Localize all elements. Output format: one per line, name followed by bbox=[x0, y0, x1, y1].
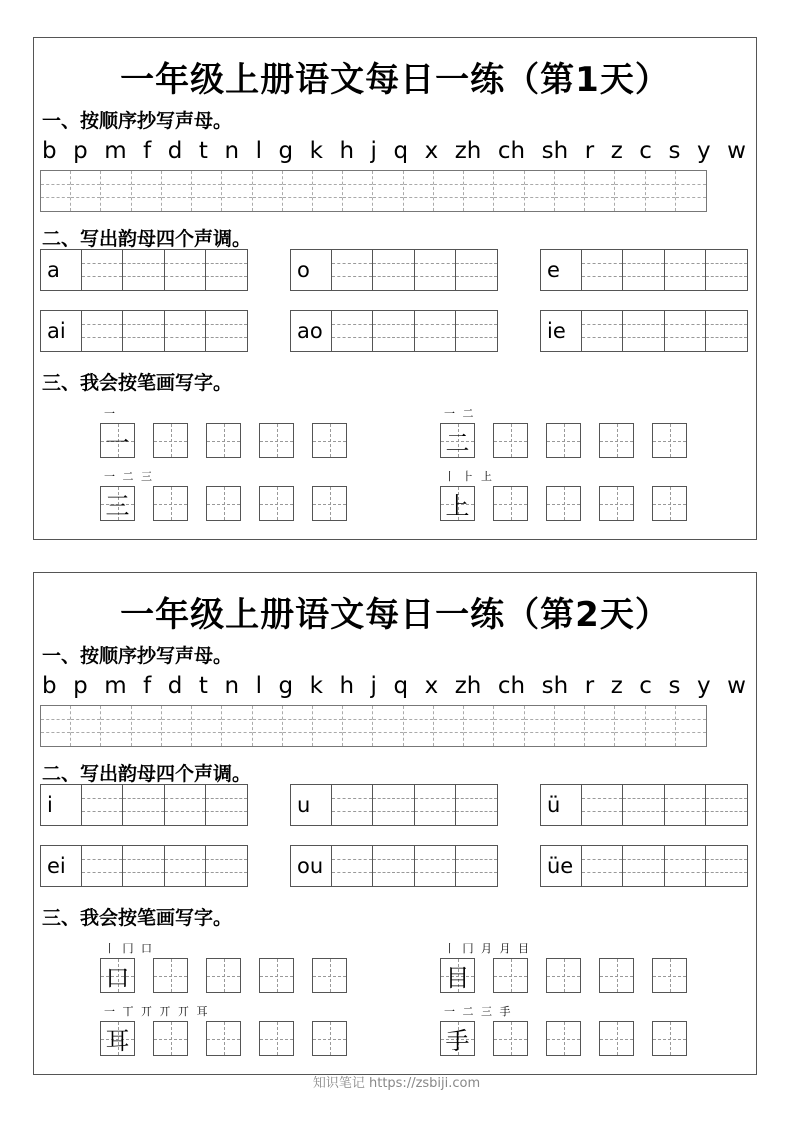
tone-cell[interactable] bbox=[206, 846, 247, 886]
consonant-letter: x bbox=[424, 138, 439, 164]
practice-cell[interactable] bbox=[546, 423, 581, 458]
final-label: ü bbox=[541, 785, 582, 825]
final-label: ei bbox=[41, 846, 82, 886]
copy-cell[interactable] bbox=[555, 171, 585, 211]
copy-cell[interactable] bbox=[222, 171, 252, 211]
copy-cell[interactable] bbox=[464, 706, 494, 746]
copy-cell[interactable] bbox=[343, 706, 373, 746]
consonant-letter: h bbox=[339, 673, 355, 699]
tone-cell[interactable] bbox=[623, 785, 664, 825]
practice-cell[interactable] bbox=[312, 1021, 347, 1056]
copy-cell[interactable] bbox=[404, 171, 434, 211]
consonant-letter: w bbox=[727, 673, 746, 699]
copy-cell[interactable] bbox=[71, 706, 101, 746]
tone-cell[interactable] bbox=[165, 250, 206, 290]
practice-cell[interactable] bbox=[493, 486, 528, 521]
consonant-letter: zh bbox=[454, 138, 482, 164]
section-copy-consonants: 一、按顺序抄写声母。 bbox=[42, 110, 233, 132]
consonant-letter: z bbox=[610, 673, 623, 699]
tone-cell[interactable] bbox=[456, 785, 497, 825]
copy-cell[interactable] bbox=[585, 171, 615, 211]
copy-cell[interactable] bbox=[615, 171, 645, 211]
tone-box bbox=[540, 310, 748, 352]
practice-cell[interactable] bbox=[546, 1021, 581, 1056]
tone-box bbox=[540, 845, 748, 887]
page-title: 一年级上册语文每日一练（第2天） bbox=[120, 595, 670, 635]
copy-cell[interactable] bbox=[434, 706, 464, 746]
tone-cell[interactable] bbox=[82, 846, 123, 886]
tone-box bbox=[290, 310, 498, 352]
tone-cell[interactable] bbox=[456, 846, 497, 886]
consonant-letter: n bbox=[224, 673, 240, 699]
practice-cell[interactable] bbox=[259, 1021, 294, 1056]
tone-cell[interactable] bbox=[373, 846, 414, 886]
stroke-order: 丨 冂 月 月 目 bbox=[444, 942, 531, 955]
tone-cell[interactable] bbox=[332, 846, 373, 886]
copy-grid[interactable] bbox=[40, 705, 707, 747]
consonant-letter: g bbox=[278, 138, 294, 164]
char-row bbox=[100, 1021, 347, 1056]
consonant-letter: sh bbox=[541, 138, 569, 164]
tone-cell[interactable] bbox=[706, 785, 747, 825]
practice-cell[interactable] bbox=[206, 958, 241, 993]
tone-box bbox=[40, 249, 248, 291]
consonant-list bbox=[42, 138, 746, 168]
copy-cell[interactable] bbox=[132, 171, 162, 211]
stroke-order: 丨 冂 口 bbox=[104, 942, 154, 955]
day2-panel bbox=[33, 572, 757, 1075]
model-char bbox=[100, 423, 135, 458]
consonant-letter: j bbox=[370, 673, 377, 699]
char-glyph: 一 bbox=[105, 429, 130, 457]
consonant-letter: p bbox=[73, 673, 88, 699]
stroke-order: 一 二 三 bbox=[104, 470, 154, 483]
consonant-letter: m bbox=[104, 673, 127, 699]
tone-cell[interactable] bbox=[165, 785, 206, 825]
tone-box bbox=[40, 784, 248, 826]
copy-cell[interactable] bbox=[162, 171, 192, 211]
stroke-order: 丨 ⺊ 上 bbox=[444, 470, 494, 483]
copy-cell[interactable] bbox=[192, 706, 222, 746]
consonant-letter: y bbox=[696, 138, 711, 164]
tone-box bbox=[540, 784, 748, 826]
section-copy-consonants: 一、按顺序抄写声母。 bbox=[42, 645, 233, 667]
tone-cell[interactable] bbox=[582, 846, 623, 886]
practice-cell[interactable] bbox=[652, 1021, 687, 1056]
final-label: ao bbox=[291, 311, 332, 351]
copy-cell[interactable] bbox=[464, 171, 494, 211]
practice-cell[interactable] bbox=[599, 423, 634, 458]
tone-cell[interactable] bbox=[582, 250, 623, 290]
copy-grid[interactable] bbox=[40, 170, 707, 212]
tone-cell[interactable] bbox=[415, 846, 456, 886]
footer-watermark: 知识笔记 https://zsbiji.com bbox=[312, 1076, 481, 1091]
final-label: a bbox=[41, 250, 82, 290]
final-label: o bbox=[291, 250, 332, 290]
char-row bbox=[100, 486, 347, 521]
tone-cell[interactable] bbox=[332, 785, 373, 825]
consonant-letter: d bbox=[167, 138, 183, 164]
copy-cell[interactable] bbox=[525, 706, 555, 746]
consonant-letter: d bbox=[167, 673, 183, 699]
copy-cell[interactable] bbox=[373, 171, 403, 211]
practice-cell[interactable] bbox=[652, 423, 687, 458]
copy-cell[interactable] bbox=[132, 706, 162, 746]
copy-cell[interactable] bbox=[162, 706, 192, 746]
char-row bbox=[100, 423, 347, 458]
practice-cell[interactable] bbox=[599, 958, 634, 993]
tone-cell[interactable] bbox=[623, 846, 664, 886]
section-tones: 二、写出韵母四个声调。 bbox=[42, 228, 252, 250]
practice-cell[interactable] bbox=[652, 958, 687, 993]
practice-cell[interactable] bbox=[259, 486, 294, 521]
practice-cell[interactable] bbox=[599, 486, 634, 521]
char-row bbox=[100, 958, 347, 993]
char-glyph: 耳 bbox=[105, 1027, 130, 1055]
section-strokes: 三、我会按笔画写字。 bbox=[42, 907, 233, 929]
tone-cell[interactable] bbox=[706, 846, 747, 886]
tone-cell[interactable] bbox=[123, 846, 164, 886]
model-char bbox=[100, 958, 135, 993]
consonant-letter: l bbox=[255, 673, 262, 699]
consonant-letter: f bbox=[143, 138, 152, 164]
practice-cell[interactable] bbox=[206, 423, 241, 458]
consonant-letter: ch bbox=[497, 138, 526, 164]
practice-cell[interactable] bbox=[153, 423, 188, 458]
practice-cell[interactable] bbox=[312, 958, 347, 993]
tone-box bbox=[40, 310, 248, 352]
copy-cell[interactable] bbox=[313, 706, 343, 746]
tone-cell[interactable] bbox=[373, 250, 414, 290]
copy-cell[interactable] bbox=[676, 706, 706, 746]
copy-cell[interactable] bbox=[343, 171, 373, 211]
copy-cell[interactable] bbox=[41, 706, 71, 746]
model-char bbox=[440, 423, 475, 458]
model-char bbox=[100, 486, 135, 521]
tone-box bbox=[290, 249, 498, 291]
practice-cell[interactable] bbox=[546, 958, 581, 993]
consonant-letter: w bbox=[727, 138, 746, 164]
char-glyph: 手 bbox=[445, 1027, 470, 1055]
model-char bbox=[440, 1021, 475, 1056]
tone-cell[interactable] bbox=[665, 311, 706, 351]
copy-cell[interactable] bbox=[283, 171, 313, 211]
consonant-letter: s bbox=[668, 138, 681, 164]
tone-box bbox=[540, 249, 748, 291]
consonant-letter: r bbox=[584, 138, 595, 164]
consonant-letter: ch bbox=[497, 673, 526, 699]
consonant-letter: t bbox=[198, 673, 208, 699]
practice-cell[interactable] bbox=[153, 958, 188, 993]
copy-cell[interactable] bbox=[101, 706, 131, 746]
stroke-order: 一 二 bbox=[444, 407, 476, 420]
model-char bbox=[100, 1021, 135, 1056]
tone-cell[interactable] bbox=[582, 785, 623, 825]
consonant-letter: b bbox=[42, 673, 57, 699]
char-row bbox=[440, 486, 687, 521]
tone-cell[interactable] bbox=[206, 311, 247, 351]
practice-cell[interactable] bbox=[546, 486, 581, 521]
practice-cell[interactable] bbox=[153, 1021, 188, 1056]
tone-cell[interactable] bbox=[123, 250, 164, 290]
tone-cell[interactable] bbox=[582, 311, 623, 351]
consonant-letter: p bbox=[73, 138, 88, 164]
consonant-list bbox=[42, 673, 746, 703]
consonant-letter: m bbox=[104, 138, 127, 164]
stroke-order: 一 bbox=[104, 407, 117, 420]
copy-cell[interactable] bbox=[555, 706, 585, 746]
copy-cell[interactable] bbox=[646, 706, 676, 746]
consonant-letter: r bbox=[584, 673, 595, 699]
char-glyph: 上 bbox=[445, 492, 470, 520]
char-row bbox=[440, 1021, 687, 1056]
tone-box bbox=[40, 845, 248, 887]
copy-cell[interactable] bbox=[313, 171, 343, 211]
tone-cell[interactable] bbox=[206, 785, 247, 825]
tone-cell[interactable] bbox=[165, 311, 206, 351]
practice-cell[interactable] bbox=[206, 486, 241, 521]
practice-cell[interactable] bbox=[312, 486, 347, 521]
consonant-letter: sh bbox=[541, 673, 569, 699]
stroke-order: 一 二 三 手 bbox=[444, 1005, 513, 1018]
tone-cell[interactable] bbox=[415, 311, 456, 351]
copy-cell[interactable] bbox=[494, 706, 524, 746]
practice-cell[interactable] bbox=[259, 958, 294, 993]
tone-cell[interactable] bbox=[415, 785, 456, 825]
consonant-letter: f bbox=[143, 673, 152, 699]
tone-cell[interactable] bbox=[415, 250, 456, 290]
copy-cell[interactable] bbox=[434, 171, 464, 211]
practice-cell[interactable] bbox=[493, 958, 528, 993]
tone-cell[interactable] bbox=[373, 785, 414, 825]
practice-cell[interactable] bbox=[599, 1021, 634, 1056]
copy-cell[interactable] bbox=[41, 171, 71, 211]
tone-box bbox=[290, 845, 498, 887]
tone-cell[interactable] bbox=[706, 250, 747, 290]
tone-cell[interactable] bbox=[456, 311, 497, 351]
practice-cell[interactable] bbox=[312, 423, 347, 458]
tone-cell[interactable] bbox=[82, 785, 123, 825]
consonant-letter: s bbox=[668, 673, 681, 699]
stroke-order: 一 丅 丌 丌 丌 耳 bbox=[104, 1005, 210, 1018]
tone-cell[interactable] bbox=[82, 311, 123, 351]
tone-cell[interactable] bbox=[332, 311, 373, 351]
practice-cell[interactable] bbox=[259, 423, 294, 458]
char-glyph: 二 bbox=[445, 429, 470, 457]
model-char bbox=[440, 486, 475, 521]
copy-cell[interactable] bbox=[283, 706, 313, 746]
tone-cell[interactable] bbox=[332, 250, 373, 290]
tone-cell[interactable] bbox=[373, 311, 414, 351]
char-row bbox=[440, 958, 687, 993]
practice-cell[interactable] bbox=[153, 486, 188, 521]
copy-cell[interactable] bbox=[525, 171, 555, 211]
consonant-letter: h bbox=[339, 138, 355, 164]
copy-cell[interactable] bbox=[615, 706, 645, 746]
final-label: ou bbox=[291, 846, 332, 886]
tone-cell[interactable] bbox=[123, 785, 164, 825]
copy-cell[interactable] bbox=[585, 706, 615, 746]
final-label: ai bbox=[41, 311, 82, 351]
tone-cell[interactable] bbox=[123, 311, 164, 351]
practice-cell[interactable] bbox=[206, 1021, 241, 1056]
copy-cell[interactable] bbox=[71, 171, 101, 211]
practice-cell[interactable] bbox=[493, 423, 528, 458]
consonant-letter: c bbox=[639, 138, 652, 164]
final-label: e bbox=[541, 250, 582, 290]
char-glyph: 三 bbox=[105, 492, 130, 520]
copy-cell[interactable] bbox=[253, 171, 283, 211]
consonant-letter: g bbox=[278, 673, 294, 699]
final-label: ie bbox=[541, 311, 582, 351]
final-label: u bbox=[291, 785, 332, 825]
consonant-letter: k bbox=[309, 138, 323, 164]
consonant-letter: q bbox=[393, 138, 409, 164]
copy-cell[interactable] bbox=[494, 171, 524, 211]
consonant-letter: t bbox=[198, 138, 208, 164]
copy-cell[interactable] bbox=[101, 171, 131, 211]
copy-cell[interactable] bbox=[676, 171, 706, 211]
section-strokes: 三、我会按笔画写字。 bbox=[42, 372, 233, 394]
tone-box bbox=[290, 784, 498, 826]
copy-cell[interactable] bbox=[646, 171, 676, 211]
section-tones: 二、写出韵母四个声调。 bbox=[42, 763, 252, 785]
consonant-letter: l bbox=[255, 138, 262, 164]
copy-cell[interactable] bbox=[222, 706, 252, 746]
practice-cell[interactable] bbox=[652, 486, 687, 521]
consonant-letter: c bbox=[639, 673, 652, 699]
tone-cell[interactable] bbox=[456, 250, 497, 290]
tone-cell[interactable] bbox=[665, 785, 706, 825]
copy-cell[interactable] bbox=[253, 706, 283, 746]
consonant-letter: z bbox=[610, 138, 623, 164]
final-label: i bbox=[41, 785, 82, 825]
copy-cell[interactable] bbox=[192, 171, 222, 211]
char-glyph: 口 bbox=[105, 964, 130, 992]
consonant-letter: q bbox=[393, 673, 409, 699]
copy-cell[interactable] bbox=[373, 706, 403, 746]
consonant-letter: k bbox=[309, 673, 323, 699]
consonant-letter: b bbox=[42, 138, 57, 164]
consonant-letter: y bbox=[696, 673, 711, 699]
practice-cell[interactable] bbox=[493, 1021, 528, 1056]
tone-cell[interactable] bbox=[665, 250, 706, 290]
tone-cell[interactable] bbox=[206, 250, 247, 290]
day1-panel bbox=[33, 37, 757, 540]
final-label: üe bbox=[541, 846, 582, 886]
consonant-letter: zh bbox=[454, 673, 482, 699]
tone-cell[interactable] bbox=[665, 846, 706, 886]
consonant-letter: n bbox=[224, 138, 240, 164]
tone-cell[interactable] bbox=[706, 311, 747, 351]
char-row bbox=[440, 423, 687, 458]
consonant-letter: j bbox=[370, 138, 377, 164]
consonant-letter: x bbox=[424, 673, 439, 699]
tone-cell[interactable] bbox=[623, 311, 664, 351]
char-glyph: 目 bbox=[445, 964, 470, 992]
model-char bbox=[440, 958, 475, 993]
page-title: 一年级上册语文每日一练（第1天） bbox=[120, 60, 670, 100]
tone-cell[interactable] bbox=[623, 250, 664, 290]
tone-cell[interactable] bbox=[165, 846, 206, 886]
tone-cell[interactable] bbox=[82, 250, 123, 290]
copy-cell[interactable] bbox=[404, 706, 434, 746]
